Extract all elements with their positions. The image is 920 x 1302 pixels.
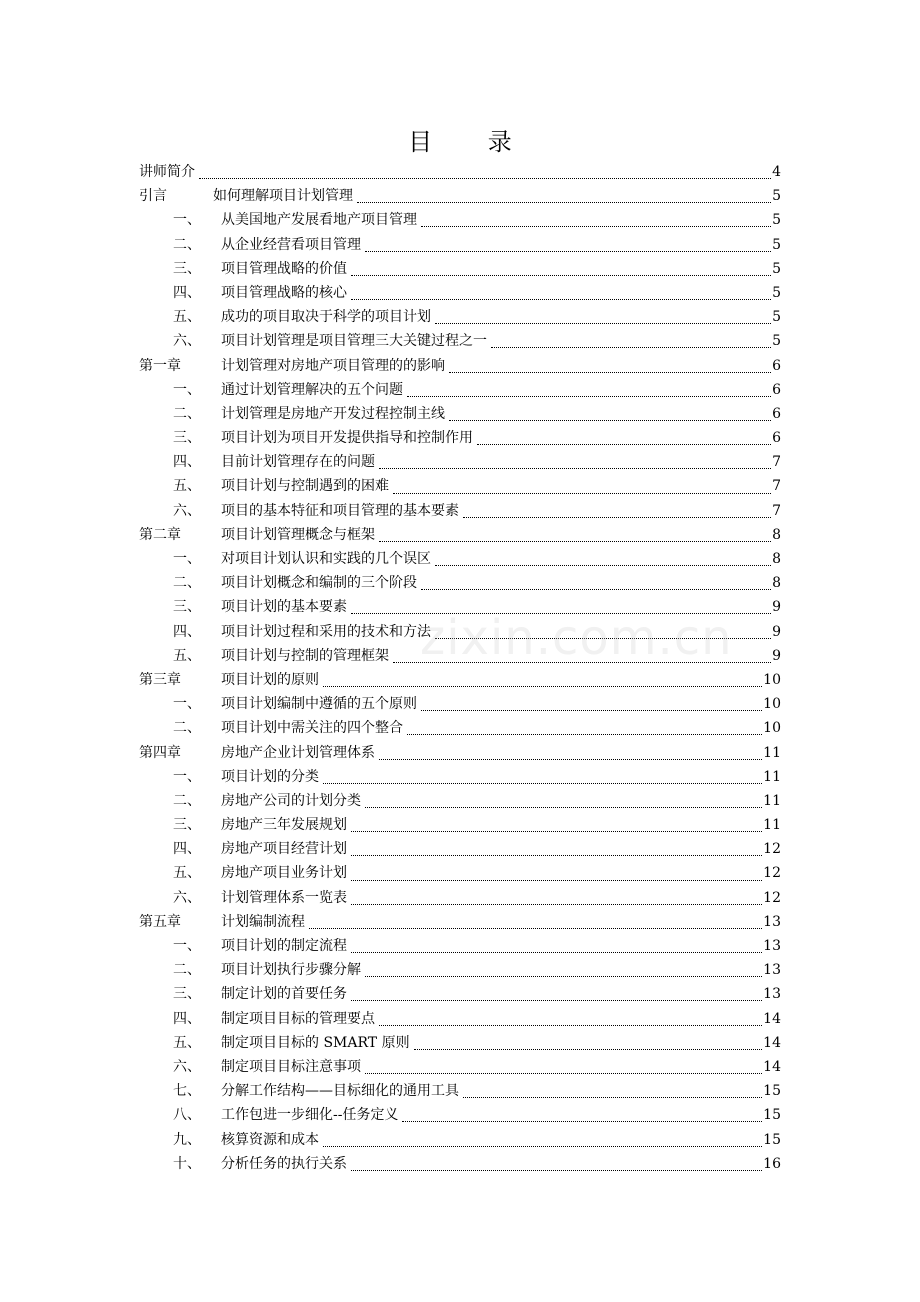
toc-entry-text: 项目计划的制定流程: [221, 938, 347, 954]
toc-entry-page: 14: [763, 1010, 781, 1027]
toc-entry-text: 项目计划的分类: [221, 768, 319, 785]
toc-entry-page: 15: [763, 1083, 781, 1100]
toc-entry-number: 五、: [173, 865, 201, 882]
toc-entry-page: 6: [772, 430, 781, 447]
toc-dot-leader: [377, 458, 772, 472]
toc-dot-leader: [349, 990, 763, 1004]
toc-entry-number: 第二章: [139, 526, 181, 543]
toc-entry-text: 计划管理体系一览表: [221, 889, 347, 906]
toc-entry-page: 4: [772, 164, 781, 180]
toc-entry[interactable]: [139, 668, 781, 692]
toc-entry-text: 分解工作结构——目标细化的通用工具: [221, 1083, 459, 1100]
toc-entry-page: 9: [772, 623, 781, 640]
toc-entry-page: 6: [772, 405, 781, 422]
toc-entry-text: 项目管理战略的价值: [221, 260, 347, 277]
toc-entry-text: 讲师简介: [139, 164, 195, 180]
toc-entry-text: 项目计划管理概念与框架: [221, 526, 375, 543]
toc-entry-number: 五、: [173, 1034, 201, 1051]
toc-entry-number: 四、: [173, 284, 201, 301]
toc-entry-number: 五、: [173, 309, 201, 326]
toc-entry[interactable]: [139, 233, 781, 257]
toc-dot-leader: [412, 1039, 764, 1053]
toc-dot-leader: [433, 555, 772, 569]
toc-entry-text: 项目计划编制中遵循的五个原则: [221, 696, 417, 713]
toc-entry[interactable]: [139, 1152, 781, 1176]
toc-entry-text: 核算资源和成本: [221, 1131, 319, 1148]
toc-entry-text: 房地产项目业务计划: [221, 865, 347, 882]
toc-entry[interactable]: [139, 547, 781, 571]
toc-entry[interactable]: [139, 716, 781, 740]
toc-entry-number: 一、: [173, 696, 201, 713]
toc-entry-number: 第五章: [139, 913, 181, 930]
toc-entry-text: 项目管理战略的核心: [221, 284, 347, 301]
toc-entry-text: 从企业经营看项目管理: [221, 236, 361, 253]
toc-entry-number: 八、: [173, 1107, 201, 1124]
toc-dot-leader: [349, 603, 772, 617]
toc-entry-page: 12: [763, 889, 781, 906]
toc-entry-text: 项目计划管理是项目管理三大关键过程之一: [221, 333, 487, 350]
toc-entry-page: 16: [763, 1155, 781, 1172]
toc-entry-page: 13: [763, 986, 781, 1003]
toc-entry[interactable]: [139, 571, 781, 595]
toc-entry-text: 计划编制流程: [221, 913, 305, 930]
toc-entry-page: 8: [772, 575, 781, 592]
toc-entry-text: 项目计划为项目开发提供指导和控制作用: [221, 430, 473, 447]
toc-dot-leader: [419, 700, 763, 714]
toc-dot-leader: [405, 386, 772, 400]
toc-entry-number: 四、: [173, 454, 201, 471]
toc-entry-number: 三、: [173, 599, 201, 616]
toc-dot-leader: [419, 579, 772, 593]
toc-entry-text: 项目计划过程和采用的技术和方法: [221, 623, 431, 640]
toc-entry-page: 10: [763, 671, 781, 688]
toc-dot-leader: [349, 1160, 763, 1174]
toc-entry-page: 8: [772, 551, 781, 567]
toc-entry[interactable]: [139, 208, 781, 232]
toc-dot-leader: [321, 676, 763, 690]
toc-entry-page: 13: [763, 913, 781, 930]
toc-dot-leader: [400, 1111, 763, 1125]
toc-entry-number: 二、: [173, 405, 201, 422]
toc-entry[interactable]: [139, 1055, 781, 1079]
toc-dot-leader: [349, 265, 772, 279]
toc-entry-number: 一、: [173, 938, 201, 954]
toc-entry-number: 六、: [173, 1058, 201, 1075]
toc-entry[interactable]: [139, 523, 781, 547]
toc-dot-leader: [391, 483, 772, 497]
toc-entry-number: 十、: [173, 1155, 201, 1172]
toc-entry[interactable]: [139, 886, 781, 910]
toc-dot-leader: [349, 821, 763, 835]
toc-dot-leader: [433, 313, 772, 327]
toc-entry[interactable]: [139, 257, 781, 281]
toc-dot-leader: [349, 942, 763, 956]
toc-entry-text: 项目计划中需关注的四个整合: [221, 720, 403, 737]
toc-dot-leader: [475, 434, 772, 448]
toc-entry-page: 12: [763, 865, 781, 882]
toc-dot-leader: [447, 410, 772, 424]
toc-entry-page: 7: [772, 454, 781, 471]
toc-entry-text: 制定项目目标的管理要点: [221, 1010, 375, 1027]
toc-dot-leader: [377, 531, 772, 545]
toc-entry-page: 13: [763, 962, 781, 979]
toc-dot-leader: [355, 192, 772, 206]
toc-entry-page: 7: [772, 478, 781, 495]
toc-entry-text: 项目计划与控制的管理框架: [221, 647, 389, 664]
toc-entry[interactable]: [139, 595, 781, 619]
toc-entry-text: 目前计划管理存在的问题: [221, 454, 375, 471]
toc-entry-page: 5: [772, 236, 781, 253]
toc-entry-number: 七、: [173, 1083, 201, 1100]
toc-entry[interactable]: [139, 378, 781, 402]
toc-entry-number: 四、: [173, 623, 201, 640]
toc-entry-text: 项目计划的原则: [221, 671, 319, 688]
toc-entry[interactable]: [139, 765, 781, 789]
toc-entry-number: 第三章: [139, 671, 181, 688]
toc-entry-number: 六、: [173, 889, 201, 906]
toc-entry-number: 一、: [173, 768, 201, 785]
toc-entry[interactable]: [139, 1031, 781, 1055]
toc-entry-number: 一、: [173, 212, 201, 229]
toc-entry[interactable]: [139, 450, 781, 474]
toc-entry[interactable]: [139, 474, 781, 498]
toc-entry-page: 8: [772, 526, 781, 543]
toc-entry[interactable]: [139, 1079, 781, 1103]
toc-entry[interactable]: [139, 160, 781, 184]
toc-entry-page: 11: [763, 768, 781, 785]
toc-entry[interactable]: [139, 402, 781, 426]
toc-entry-text: 项目计划的基本要素: [221, 599, 347, 616]
toc-entry[interactable]: [139, 499, 781, 523]
toc-entry-number: 二、: [173, 962, 201, 979]
toc-entry-number: 一、: [173, 551, 201, 567]
toc-dot-leader: [405, 724, 763, 738]
toc-entry-number: 四、: [173, 1010, 201, 1027]
toc-entry[interactable]: [139, 184, 781, 208]
toc-entry-number: 二、: [173, 575, 201, 592]
toc-entry-page: 10: [763, 696, 781, 713]
toc-entry-page: 5: [772, 333, 781, 350]
toc-entry-number: 三、: [173, 260, 201, 277]
toc-entry-number: 三、: [173, 430, 201, 447]
toc-entry-page: 5: [772, 188, 781, 205]
toc-entry-text: 房地产项目经营计划: [221, 841, 347, 858]
toc-entry[interactable]: [139, 305, 781, 329]
toc-dot-leader: [461, 1087, 763, 1101]
toc-entry[interactable]: [139, 837, 781, 861]
toc-entry-number: 第一章: [139, 357, 181, 374]
toc-entry-page: 11: [763, 744, 781, 761]
toc-entry[interactable]: [139, 1007, 781, 1031]
toc-entry-text: 计划管理是房地产开发过程控制主线: [221, 405, 445, 422]
toc-dot-leader: [349, 289, 772, 303]
toc-entry-text: 从美国地产发展看地产项目管理: [221, 212, 417, 229]
toc-dot-leader: [447, 362, 772, 376]
toc-entry-text: 项目计划执行步骤分解: [221, 962, 361, 979]
toc-dot-leader: [349, 870, 763, 884]
toc-entry-text: 成功的项目取决于科学的项目计划: [221, 309, 431, 326]
toc-dot-leader: [321, 773, 763, 787]
toc-entry[interactable]: [139, 692, 781, 716]
toc-entry-text: 对项目计划认识和实践的几个误区: [221, 551, 431, 567]
toc-entry-text: 分析任务的执行关系: [221, 1155, 347, 1172]
toc-entry-page: 5: [772, 284, 781, 301]
toc-entry-text: 如何理解项目计划管理: [213, 188, 353, 205]
toc-dot-leader: [321, 1136, 763, 1150]
toc-entry[interactable]: [139, 329, 781, 353]
toc-dot-leader: [363, 797, 763, 811]
toc-entry-page: 15: [763, 1107, 781, 1124]
toc-entry-text: 制定计划的首要任务: [221, 986, 347, 1003]
toc-entry[interactable]: [139, 1128, 781, 1152]
toc-entry[interactable]: [139, 910, 781, 934]
toc-dot-leader: [349, 894, 763, 908]
toc-dot-leader: [391, 652, 772, 666]
toc-entry-page: 9: [772, 599, 781, 616]
toc-entry-number: 二、: [173, 236, 201, 253]
toc-entry-page: 6: [772, 357, 781, 374]
toc-dot-leader: [489, 337, 772, 351]
toc-entry-page: 5: [772, 212, 781, 229]
toc-entry[interactable]: [139, 354, 781, 378]
toc-entry[interactable]: [139, 644, 781, 668]
toc-dot-leader: [377, 1015, 763, 1029]
toc-dot-leader: [363, 241, 772, 255]
toc-entry[interactable]: [139, 958, 781, 982]
toc-dot-leader: [349, 845, 763, 859]
toc-entry-page: 12: [763, 841, 781, 858]
toc-entry-page: 5: [772, 309, 781, 326]
toc-entry-number: 五、: [173, 647, 201, 664]
toc-dot-leader: [363, 1063, 763, 1077]
toc-entry[interactable]: [139, 1103, 781, 1127]
toc-entry-page: 11: [763, 792, 781, 809]
toc-entry-number: 一、: [173, 381, 201, 398]
toc-entry-text: 项目的基本特征和项目管理的基本要素: [221, 502, 459, 519]
toc-entry[interactable]: [139, 281, 781, 305]
toc-dot-leader: [197, 168, 772, 182]
toc-entry-text: 制定项目目标的 SMART 原则: [221, 1034, 410, 1051]
toc-entry-number: 二、: [173, 720, 201, 737]
toc-entry-page: 11: [763, 817, 781, 834]
toc-entry-text: 工作包进一步细化--任务定义: [221, 1107, 399, 1124]
watermark: zixin.com.cn: [420, 610, 733, 666]
toc-dot-leader: [419, 216, 772, 230]
toc-entry[interactable]: [139, 426, 781, 450]
toc-dot-leader: [377, 749, 763, 763]
toc-entry-number: 二、: [173, 792, 201, 809]
toc-entry-text: 计划管理对房地产项目管理的的影响: [221, 357, 445, 374]
toc-entry[interactable]: [139, 861, 781, 885]
toc-list: [139, 160, 781, 1176]
toc-entry-page: 7: [772, 502, 781, 519]
toc-dot-leader: [433, 628, 772, 642]
toc-dot-leader: [307, 918, 763, 932]
toc-entry-text: 项目计划概念和编制的三个阶段: [221, 575, 417, 592]
toc-entry-text: 房地产企业计划管理体系: [221, 744, 375, 761]
toc-entry-number: 九、: [173, 1131, 201, 1148]
toc-entry[interactable]: [139, 789, 781, 813]
toc-entry-page: 14: [763, 1058, 781, 1075]
toc-entry-page: 14: [763, 1034, 781, 1051]
toc-entry-page: 5: [772, 260, 781, 277]
toc-entry-number: 第四章: [139, 744, 181, 761]
toc-entry[interactable]: [139, 934, 781, 958]
toc-entry-page: 15: [763, 1131, 781, 1148]
toc-entry-page: 6: [772, 381, 781, 398]
toc-entry-number: 三、: [173, 817, 201, 834]
toc-entry-number: 六、: [173, 502, 201, 519]
toc-title: 目 录: [408, 128, 536, 156]
toc-entry-number: 四、: [173, 841, 201, 858]
toc-entry-text: 房地产公司的计划分类: [221, 792, 361, 809]
toc-entry-number: 三、: [173, 986, 201, 1003]
toc-entry[interactable]: [139, 982, 781, 1006]
toc-entry-number: 五、: [173, 478, 201, 495]
toc-entry-number: 引言: [139, 188, 167, 205]
toc-entry-page: 10: [763, 720, 781, 737]
toc-dot-leader: [363, 966, 763, 980]
toc-entry-text: 项目计划与控制遇到的困难: [221, 478, 389, 495]
toc-entry-text: 通过计划管理解决的五个问题: [221, 381, 403, 398]
toc-entry[interactable]: [139, 741, 781, 765]
toc-entry-page: 9: [772, 647, 781, 664]
toc-entry[interactable]: [139, 620, 781, 644]
toc-entry-text: 房地产三年发展规划: [221, 817, 347, 834]
toc-entry-page: 13: [763, 938, 781, 954]
toc-dot-leader: [461, 507, 772, 521]
toc-entry-number: 六、: [173, 333, 201, 350]
toc-entry[interactable]: [139, 813, 781, 837]
toc-entry-text: 制定项目目标注意事项: [221, 1058, 361, 1075]
